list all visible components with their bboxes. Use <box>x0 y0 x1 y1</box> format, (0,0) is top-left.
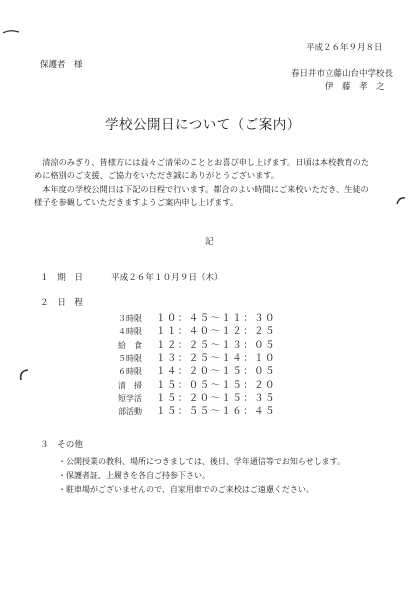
ki-heading: 記 <box>205 237 214 247</box>
schedule-period: 部活動 <box>118 407 142 416</box>
schedule-time: １２：２５～１３：０５ <box>156 340 276 351</box>
section-3-label: ３ その他 <box>40 440 83 450</box>
scan-mark-top <box>2 28 20 38</box>
scan-mark-upper-right <box>395 195 407 207</box>
paragraph-line: 本年度の学校公開日は下記の日程で行います。都合のよい時間にご来校いただき、生徒の <box>34 184 369 194</box>
sender-name: 伊 藤 孝 之 <box>325 82 385 92</box>
scan-mark-left-middle <box>17 368 31 382</box>
schedule-time: １５：２０～１５：３５ <box>156 393 276 404</box>
section-1-date: 平成２６年１０月９日（木） <box>111 273 223 283</box>
document-date: 平成２６年９月８日 <box>306 43 383 53</box>
note-item: ・保護者証、上履きを各自ご持参下さい。 <box>58 471 210 480</box>
sender-organization: 春日井市立藤山台中学校長 <box>291 69 394 79</box>
schedule-time: １５：０５～１５：２０ <box>156 380 276 391</box>
document-title: 学校公開日について（ご案内） <box>105 117 301 133</box>
schedule-time: １５：５５～１６：４５ <box>156 406 276 417</box>
schedule-period: 短学活 <box>118 394 142 403</box>
note-item: ・公開授業の教科、場所につきましては、後日、学年通信等でお知らせします。 <box>58 457 345 466</box>
schedule-time: １１：４０～１２：２５ <box>156 326 276 337</box>
section-2-label: ２ 日 程 <box>40 298 83 308</box>
schedule-period: ３時限 <box>118 314 142 323</box>
schedule-time: １３：２５～１４：１０ <box>156 353 276 364</box>
schedule-period: ５時限 <box>118 354 142 363</box>
paragraph-line: めに格別のご支援、ご協力をいただき誠にありがとうございます。 <box>34 170 279 180</box>
note-item: ・駐車場がございませんので、自家用車でのご来校はご遠慮ください。 <box>58 485 314 494</box>
schedule-period: ６時限 <box>118 367 142 376</box>
recipient: 保護者 様 <box>40 60 83 70</box>
schedule-time: １０：４５～１１：３０ <box>156 313 276 324</box>
paragraph-line: 清涼のみぎり、皆様方には益々ご清栄のこととお喜び申し上げます。日頃は本校教育のた <box>34 157 370 167</box>
schedule-period: 給 食 <box>118 341 142 350</box>
schedule-period: 清 掃 <box>118 381 142 390</box>
paragraph-line: 様子を参観していただきますようご案内申し上げます。 <box>34 197 239 207</box>
section-1-label: １ 期 日 <box>40 273 83 283</box>
schedule-time: １４：２０～１５：０５ <box>156 366 276 377</box>
schedule-period: ４時限 <box>118 327 142 336</box>
